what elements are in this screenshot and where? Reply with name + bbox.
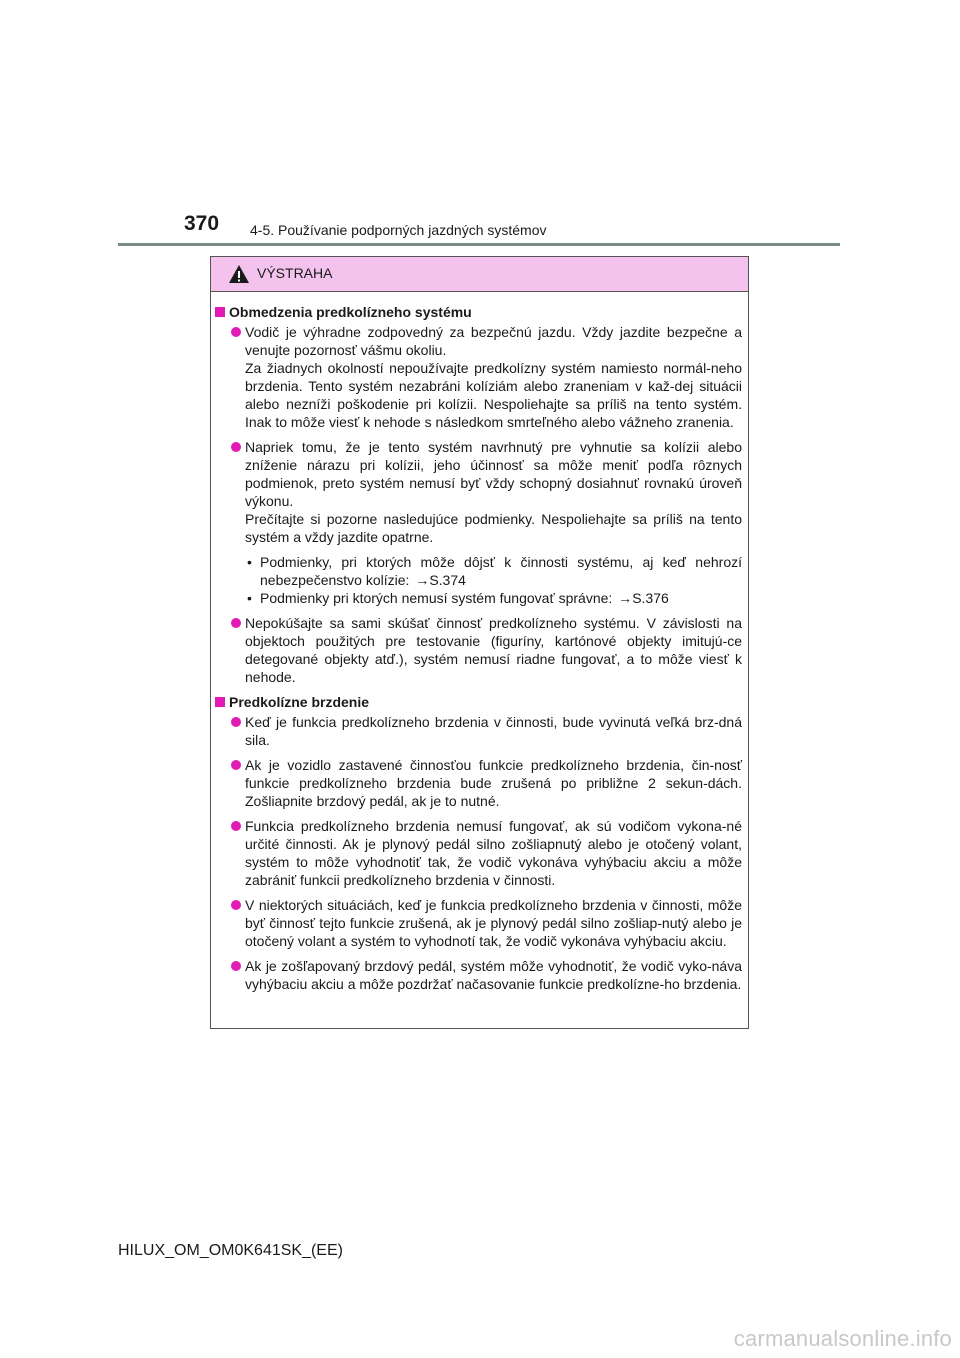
list-item bbox=[215, 438, 742, 607]
arrow-right-icon: → bbox=[411, 572, 430, 588]
sub-list bbox=[245, 553, 742, 607]
circle-bullet-icon bbox=[231, 327, 241, 337]
dot-bullet-icon: • bbox=[247, 590, 252, 606]
paragraph: Napriek tomu, že je tento systém navrhnutý pre vyhnutie sa kolízii alebo zníženie nárazu pri kolízii, jeho účinnosť sa môže meniť podľa rôznych podmienok, preto systém nemusí byť vždy schopný dosiahnuť rovnakú úroveň výkonu. bbox=[245, 439, 742, 509]
circle-bullet-icon bbox=[231, 900, 241, 910]
paragraph: V niektorých situáciách, keď je funkcia predkolízneho brzdenia v činnosti, môže byť činnosť tejto funkcie zrušená, ak je plynový pedál silno zošliap-nutý alebo je otočený volant a systém to vyhodnotí tak, že vodič vykonáva vyhýbaciu akciu. bbox=[245, 897, 742, 949]
paragraph: Ak je zošľapovaný brzdový pedál, systém môže vyhodnotiť, že vodič vyko-náva vyhýbaciu akciu a môže pozdržať načasovanie funkcie predkolízne-ho brzdenia. bbox=[245, 958, 742, 992]
section-title: 4-5. Používanie podporných jazdných systémov bbox=[250, 222, 547, 238]
warning-content bbox=[211, 292, 748, 993]
list-item bbox=[215, 957, 742, 993]
page-reference-link[interactable]: S.374 bbox=[429, 572, 466, 588]
dot-bullet-icon: • bbox=[247, 554, 252, 570]
paragraph: Nepokúšajte sa sami skúšať činnosť predkolízneho systému. V závislosti na objektoch použitých pre testovanie (figuríny, kartónové objekty imitujú-ce detegované objekty atď.), systém nemusí riadne fungovať, a to môže viesť k nehode. bbox=[245, 615, 742, 685]
arrow-right-icon: → bbox=[614, 590, 633, 606]
warning-triangle-icon bbox=[228, 264, 250, 284]
square-bullet-icon bbox=[215, 307, 225, 317]
sub-list-text: Podmienky, pri ktorých môže dôjsť k činnosti systému, aj keď nehrozí nebezpečenstvo kolízie: bbox=[260, 554, 742, 588]
circle-bullet-icon bbox=[231, 618, 241, 628]
list-item bbox=[215, 817, 742, 889]
page-reference-link[interactable]: S.376 bbox=[632, 590, 669, 606]
warning-box bbox=[210, 256, 749, 1029]
footer-code: HILUX_OM_OM0K641SK_(EE) bbox=[118, 1242, 343, 1259]
paragraph: Ak je vozidlo zastavené činnosťou funkcie predkolízneho brzdenia, čin-nosť funkcie predkolízneho brzdenia bude zrušená po približne 2 sekun-dách. Zošliapnite brzdový pedál, ak je to nutné. bbox=[245, 757, 742, 809]
section-heading-text: Predkolízne brzdenie bbox=[229, 694, 370, 710]
warning-label: VÝSTRAHA bbox=[257, 265, 333, 281]
section-heading bbox=[215, 303, 742, 321]
paragraph: Za žiadnych okolností nepoužívajte predkolízny systém namiesto normál-neho brzdenia. Tento systém nezabráni kolíziám alebo zraneniam v kaž-dej situácii alebo nezníži poškodenie pri kolízii. Nespoliehajte sa príliš na tento systém. Inak to môže viesť k nehode s následkom smrteľného alebo vážneho zranenia. bbox=[245, 360, 742, 430]
section-heading bbox=[215, 693, 742, 711]
circle-bullet-icon bbox=[231, 717, 241, 727]
sub-list-item bbox=[245, 553, 742, 589]
square-bullet-icon bbox=[215, 697, 225, 707]
paragraph: Funkcia predkolízneho brzdenia nemusí fungovať, ak sú vodičom vykona-né určité činnosti. Ak je plynový pedál silno zošliapnutý alebo je otočený volant, systém to môže vyhodnotiť tak, že vodič vykonáva vyhýbaciu akciu a môže zabrániť funkcii predkolízneho brzdenia v činnosti. bbox=[245, 818, 742, 888]
circle-bullet-icon bbox=[231, 961, 241, 971]
sub-list-item bbox=[245, 589, 742, 607]
list-item bbox=[215, 323, 742, 431]
list-item bbox=[215, 896, 742, 950]
sub-list-text: Podmienky pri ktorých nemusí systém fungovať správne: bbox=[260, 590, 613, 606]
circle-bullet-icon bbox=[231, 821, 241, 831]
list-item bbox=[215, 614, 742, 686]
paragraph: Prečítajte si pozorne nasledujúce podmienky. Nespoliehajte sa príliš na tento systém a vždy jazdite opatrne. bbox=[245, 511, 742, 545]
circle-bullet-icon bbox=[231, 760, 241, 770]
list-item bbox=[215, 713, 742, 749]
header-rule bbox=[118, 243, 840, 246]
watermark: carmanualsonline.info bbox=[733, 1326, 952, 1351]
list-item bbox=[215, 756, 742, 810]
paragraph: Vodič je výhradne zodpovedný za bezpečnú jazdu. Vždy jazdite bezpečne a venujte pozornosť vášmu okoliu. bbox=[245, 324, 742, 358]
circle-bullet-icon bbox=[231, 442, 241, 452]
page-number: 370 bbox=[184, 212, 220, 235]
paragraph: Keď je funkcia predkolízneho brzdenia v činnosti, bude vyvinutá veľká brz-dná sila. bbox=[245, 714, 742, 748]
section-heading-text: Obmedzenia predkolízneho systému bbox=[229, 304, 472, 320]
warning-header bbox=[211, 257, 748, 292]
